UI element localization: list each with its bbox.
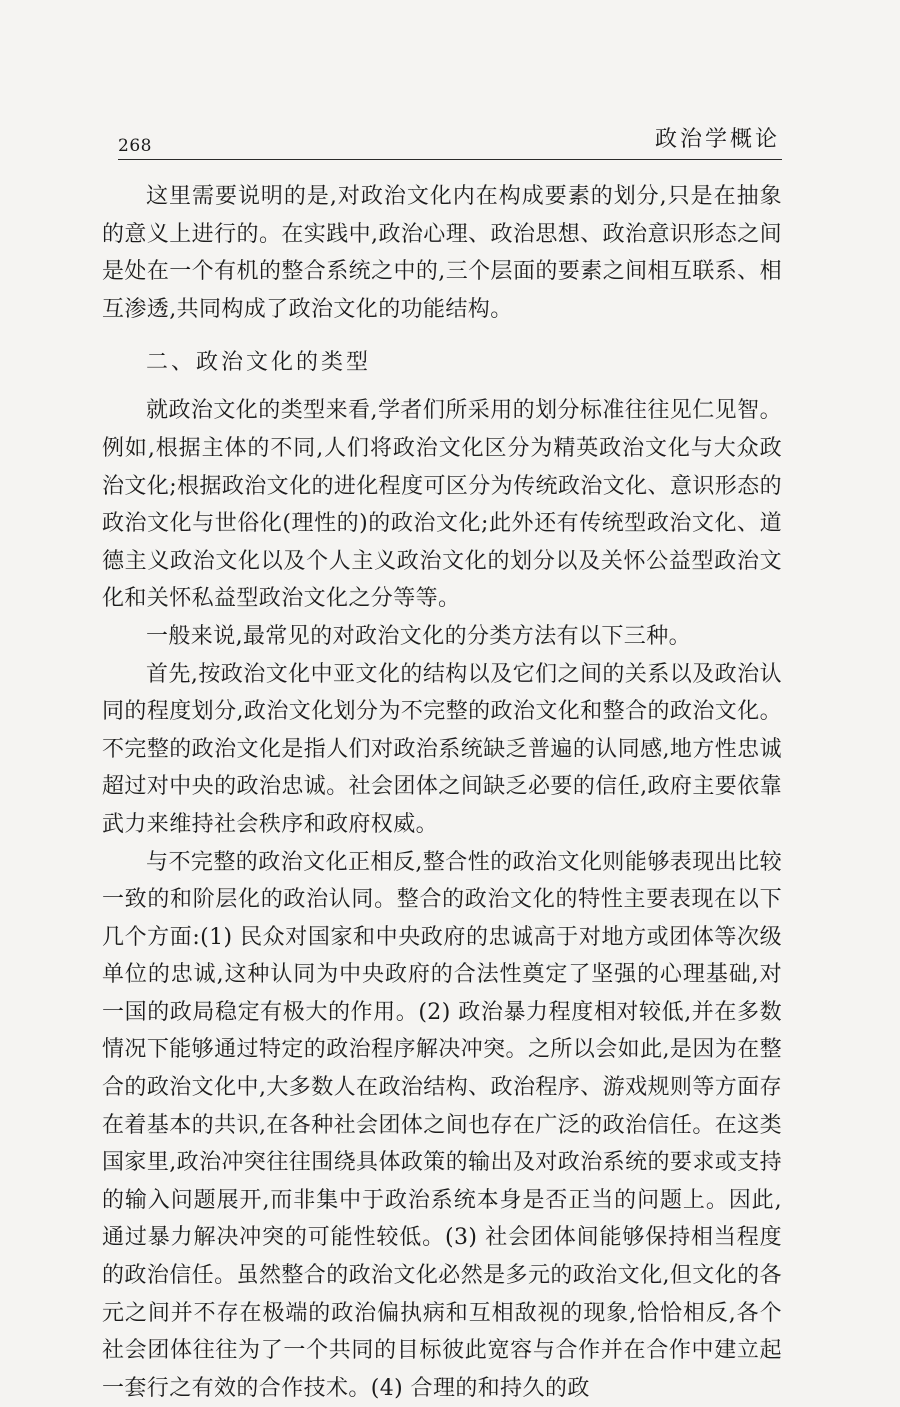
section-heading: 二、政治文化的类型 — [102, 344, 782, 382]
header-rule — [118, 159, 782, 160]
paragraph: 与不完整的政治文化正相反,整合性的政治文化则能够表现出比较一致的和阶层化的政治认同。整合的政治文化的特性主要表现在以下几个方面:(1) 民众对国家和中央政府的忠诚高于对地方或团体等次级单位的忠诚,这种认同为中央政府的合法性奠定了坚强的心理基础,对一国的政局稳定有极大的作用。(2) 政治暴力程度相对较低,并在多数情况下能够通过特定的政治程序解决冲突。之所以会如此,是因为在整合的政治文化中,大多数人在政治结构、政治程序、游戏规则等方面存在着基本的共识,在各种社会团体之间也存在广泛的政治信任。在这类国家里,政治冲突往往围绕具体政策的输出及对政治系统的要求或支持的输入问题展开,而非集中于政治系统本身是否正当的问题上。因此,通过暴力解决冲突的可能性较低。(3) 社会团体间能够保持相当程度的政治信任。虽然整合的政治文化必然是多元的政治文化,但文化的各元之间并不存在极端的政治偏执病和互相敌视的现象,恰恰相反,各个社会团体往往为了一个共同的目标彼此宽容与合作并在合作中建立起一套行之有效的合作技术。(4) 合理的和持久的政 — [102, 844, 782, 1407]
paragraph: 首先,按政治文化中亚文化的结构以及它们之间的关系以及政治认同的程度划分,政治文化划分为不完整的政治文化和整合的政治文化。不完整的政治文化是指人们对政治系统缺乏普遍的认同感,地方性忠诚超过对中央的政治忠诚。社会团体之间缺乏必要的信任,政府主要依靠武力来维持社会秩序和政府权威。 — [102, 656, 782, 844]
page-number: 268 — [118, 136, 152, 156]
paragraph: 一般来说,最常见的对政治文化的分类方法有以下三种。 — [102, 618, 782, 656]
body-text — [102, 178, 782, 1407]
paragraph: 这里需要说明的是,对政治文化内在构成要素的划分,只是在抽象的意义上进行的。在实践中,政治心理、政治思想、政治意识形态之间是处在一个有机的整合系统之中的,三个层面的要素之间相互联系、相互渗透,共同构成了政治文化的功能结构。 — [102, 178, 782, 328]
paragraph: 就政治文化的类型来看,学者们所采用的划分标准往往见仁见智。例如,根据主体的不同,人们将政治文化区分为精英政治文化与大众政治文化;根据政治文化的进化程度可区分为传统政治文化、意识形态的政治文化与世俗化(理性的)的政治文化;此外还有传统型政治文化、道德主义政治文化以及个人主义政治文化的划分以及关怀公益型政治文化和关怀私益型政治文化之分等等。 — [102, 392, 782, 618]
running-title: 政治学概论 — [655, 122, 780, 153]
page-header — [118, 122, 782, 158]
